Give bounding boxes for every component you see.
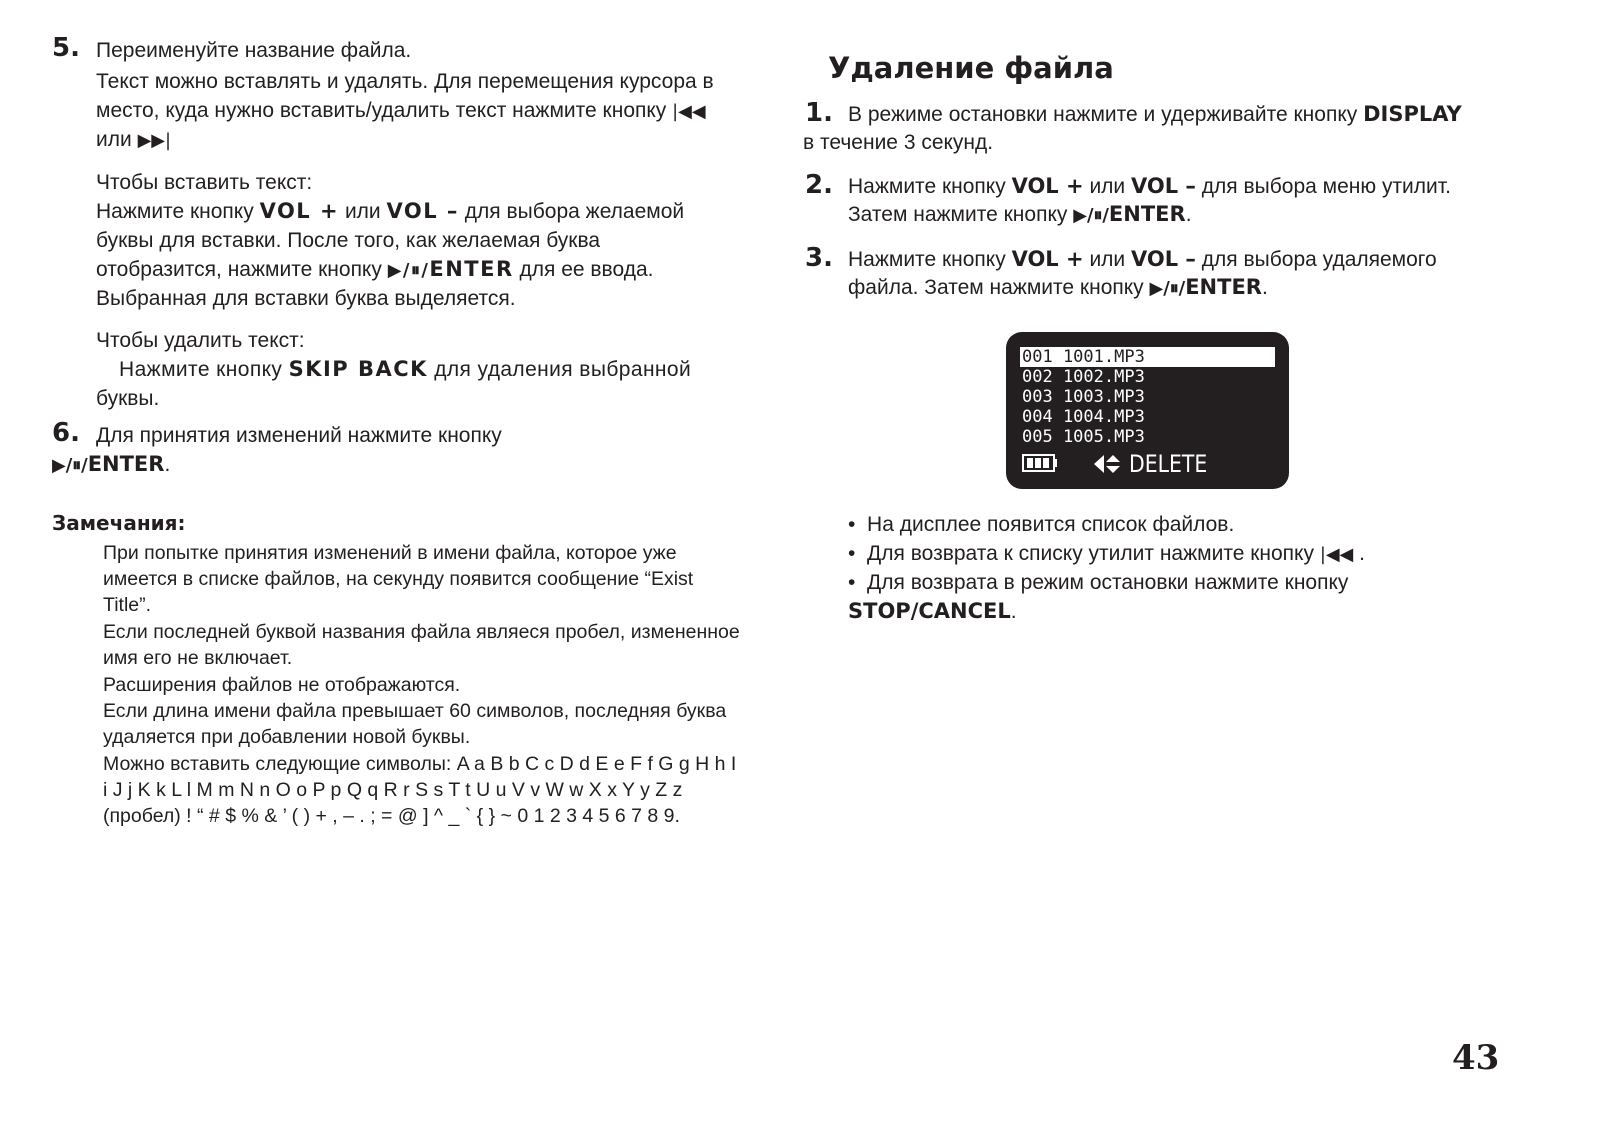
note-line: Если длина имени файла превышает 60 символов, последняя буква — [103, 700, 727, 722]
section-title: Удаление файла — [828, 51, 1114, 85]
play-pause-enter-key: ▶/⏸/ENTER — [1073, 202, 1186, 226]
skip-back-icon: |◀◀ — [672, 101, 706, 122]
lcd-file-row: 004 1004.MP3 — [1022, 407, 1145, 427]
right-step-1-line-2: в течение 3 секунд. — [803, 131, 994, 154]
bullet-item: • На дисплее появится список файлов. — [848, 513, 1235, 536]
step-5-text-line-2: место, куда нужно вставить/удалить текст нажмите кнопку |◀◀ — [96, 99, 706, 122]
right-step-2-number: 2. — [805, 170, 833, 200]
right-step-2-line-2: Затем нажмите кнопку ▶/⏸/ENTER. — [848, 202, 1192, 226]
play-pause-enter-key: ▶/⏸/ENTER — [52, 452, 165, 476]
play-pause-icon: ▶/⏸/ — [1073, 205, 1109, 226]
lcd-file-list — [1020, 347, 1275, 447]
note-line: имеется в списке файлов, на секунду появится сообщение “Exist — [103, 568, 694, 590]
up-down-arrows-icon — [1094, 453, 1122, 475]
skip-back-icon: |◀◀ — [1319, 544, 1354, 565]
note-line: Title”. — [103, 594, 152, 616]
right-step-3-line-2: файла. Затем нажмите кнопку ▶/⏸/ENTER. — [848, 275, 1268, 299]
page-number: 43 — [1452, 1038, 1500, 1078]
bullet-item: • Для возврата в режим остановки нажмите кнопку — [848, 571, 1349, 594]
lcd-screen — [1006, 332, 1289, 489]
step-5-title: Переименуйте название файла. — [96, 39, 412, 62]
right-step-1-number: 1. — [805, 98, 833, 128]
step-5-text-line-3: или ▶▶| — [96, 128, 172, 151]
right-step-3-line-1: Нажмите кнопку VOL + или VOL – для выбора удаляемого — [848, 247, 1437, 271]
stop-cancel-key: STOP/CANCEL — [848, 599, 1011, 623]
insert-line-4: Выбранная для вставки буква выделяется. — [96, 287, 516, 310]
skip-back-key: SKIP BACK — [288, 357, 428, 381]
step-6-enter: ▶/⏸/ENTER. — [52, 452, 171, 476]
bullet-item: • Для возврата к списку утилит нажмите кнопку |◀◀ . — [848, 542, 1365, 565]
notes-title: Замечания: — [52, 511, 186, 535]
play-pause-enter-key: ▶/⏸/ENTER — [1149, 275, 1262, 299]
note-line: (пробел) ! “ # $ % & ’ ( ) + , – . ; = @ ] ^ _ ` { } ~ 0 1 2 3 4 5 6 7 8 9. — [103, 805, 680, 827]
step-6-text: Для принятия изменений нажмите кнопку — [96, 424, 502, 447]
play-pause-icon: ▶/⏸/ — [1149, 278, 1186, 299]
note-line: удаляется при добавлении новой буквы. — [103, 726, 471, 748]
insert-line-2: буквы для вставки. После того, как желаемая буква — [96, 229, 601, 252]
lcd-mode-label: DELETE — [1129, 450, 1208, 478]
right-step-2-line-1: Нажмите кнопку VOL + или VOL – для выбора меню утилит. — [848, 174, 1451, 198]
stop-cancel-line: STOP/CANCEL. — [848, 599, 1017, 623]
play-pause-icon: ▶/⏸/ — [52, 455, 88, 476]
right-step-1-line-1: В режиме остановки нажмите и удерживайте кнопку DISPLAY — [848, 102, 1462, 126]
insert-line-1: Нажмите кнопку VOL + или VOL – для выбора желаемой — [96, 199, 685, 223]
lcd-file-row: 002 1002.MP3 — [1022, 367, 1145, 387]
lcd-file-row: 003 1003.MP3 — [1022, 387, 1145, 407]
delete-line-1: Нажмите кнопку SKIP BACK для удаления выбранной — [119, 357, 692, 381]
step-5-text-line-1: Текст можно вставлять и удалять. Для перемещения курсора в — [96, 70, 714, 93]
play-pause-icon: ▶/⏸/ — [387, 260, 430, 281]
note-line: При попытке принятия изменений в имени файла, которое уже — [103, 542, 677, 564]
skip-forward-icon: ▶▶| — [137, 130, 172, 151]
vol-minus-key: VOL – — [1131, 247, 1196, 271]
vol-plus-key: VOL + — [1011, 247, 1084, 271]
note-line: Если последней буквой названия файла являеся пробел, измененное — [103, 621, 740, 643]
step-6-number: 6. — [52, 418, 80, 448]
vol-minus-key: VOL – — [1131, 174, 1196, 198]
note-line: i J j K k L l M m N n O o P p Q q R r S s T t U u V v W w X x Y y Z z — [103, 779, 683, 801]
note-line: Можно вставить следующие символы: A a B b C c D d E e F f G g H h I — [103, 753, 737, 775]
lcd-file-row: 005 1005.MP3 — [1022, 427, 1145, 447]
display-key: DISPLAY — [1363, 102, 1462, 126]
battery-icon — [1022, 454, 1058, 472]
insert-heading: Чтобы вставить текст: — [96, 171, 313, 194]
note-line: имя его не включает. — [103, 647, 293, 669]
lcd-file-row: 001 1001.MP3 — [1020, 347, 1275, 367]
delete-line-2: буквы. — [96, 387, 160, 410]
vol-plus-key: VOL + — [1011, 174, 1084, 198]
note-line: Расширения файлов не отображаются. — [103, 674, 461, 696]
right-step-3-number: 3. — [805, 243, 833, 273]
vol-plus-key: VOL + — [259, 199, 340, 223]
play-pause-enter-key: ▶/⏸/ENTER — [387, 257, 514, 281]
delete-heading: Чтобы удалить текст: — [96, 329, 305, 352]
step-5-number: 5. — [52, 33, 80, 63]
insert-line-3: отобразится, нажмите кнопку ▶/⏸/ENTER для ее ввода. — [96, 257, 654, 281]
vol-minus-key: VOL – — [386, 199, 459, 223]
